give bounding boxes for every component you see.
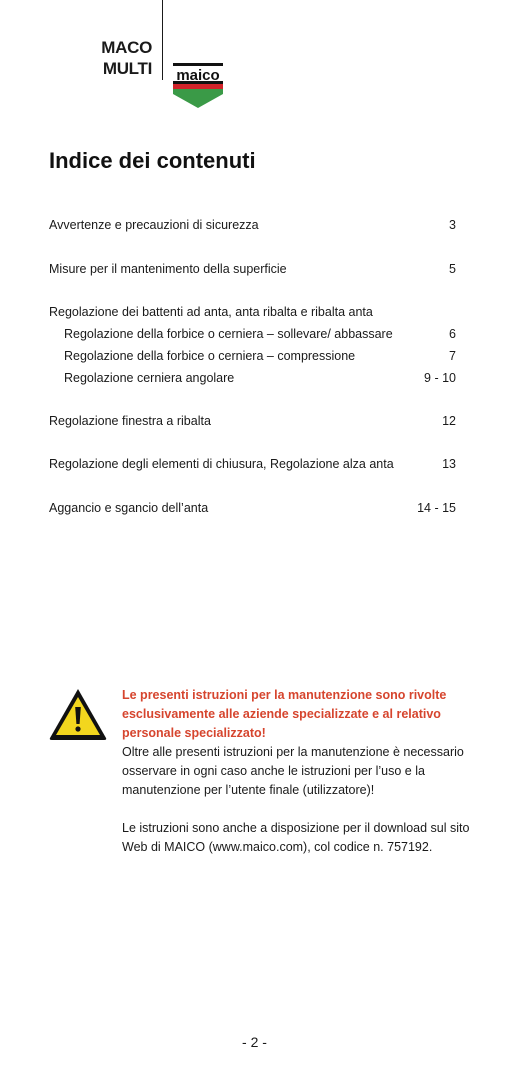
toc-entry-page: 3 <box>449 218 456 232</box>
warning-heading: Le presenti istruzioni per la manutenzione sono rivolte esclusivamente alle aziende specializzate e al relativo personale specializzato! <box>122 688 447 740</box>
download-info: Le istruzioni sono anche a disposizione per il download sul sito Web di MAICO (www.maico.com), col codice n. 757192. <box>122 821 470 854</box>
toc-entry-label: Regolazione della forbice o cerniera – compressione <box>64 349 356 363</box>
toc-entry-page: 14 - 15 <box>417 501 456 515</box>
page-title: Indice dei contenuti <box>49 148 256 173</box>
toc-entry-label: Regolazione dei battenti ad anta, anta ribalta e ribalta anta <box>49 305 373 319</box>
toc-entry-page: 9 - 10 <box>424 371 456 385</box>
toc-entry-label: Regolazione degli elementi di chiusura, Regolazione alza anta <box>49 457 394 471</box>
brand-line-1: MACO <box>101 38 152 57</box>
maico-logo-text: maico <box>176 67 220 84</box>
toc-entry-page: 5 <box>449 262 456 276</box>
toc-entry-page: 6 <box>449 327 456 341</box>
toc-entry-label: Avvertenze e precauzioni di sicurezza <box>49 218 259 232</box>
toc-entry-page: 7 <box>449 349 456 363</box>
toc-entry-label: Regolazione cerniera angolare <box>64 371 235 385</box>
brand-line-2: MULTI <box>102 59 152 78</box>
toc-entry-label: Regolazione finestra a ribalta <box>49 414 211 428</box>
toc-entry-label: Misure per il mantenimento della superficie <box>49 262 287 276</box>
toc-entry-page: 12 <box>442 414 456 428</box>
toc-entry-label: Aggancio e sgancio dell’anta <box>49 501 209 515</box>
toc-entry-page: 13 <box>442 457 456 471</box>
warning-body: Oltre alle presenti istruzioni per la manutenzione è necessario osservare in ogni caso anche le istruzioni per l’uso e la manutenzione per l’utente finale (utilizzatore)! <box>122 745 464 797</box>
warning-notice <box>122 686 472 857</box>
header-divider <box>162 0 163 80</box>
page-number: - 2 - <box>242 1034 267 1050</box>
warning-triangle-icon <box>48 687 108 741</box>
maico-logo-icon <box>170 46 226 108</box>
maco-multi-wordmark <box>96 37 152 79</box>
toc-entry-label: Regolazione della forbice o cerniera – sollevare/ abbassare <box>64 327 393 341</box>
